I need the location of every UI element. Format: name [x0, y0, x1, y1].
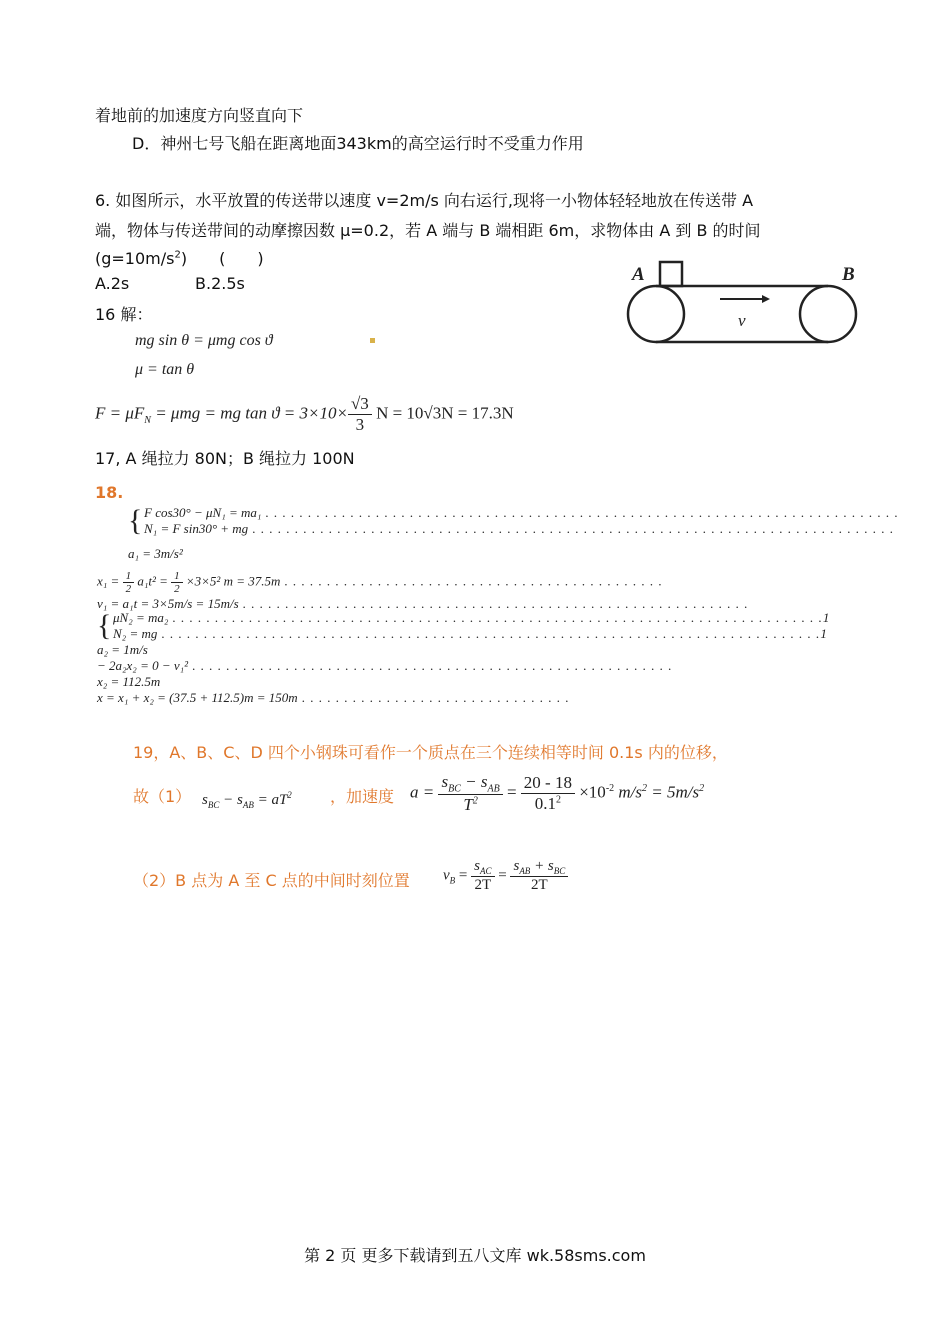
- option-b: B.2.5s: [195, 274, 245, 293]
- q19-vb-eq: $v_B$ = $\frac{s_{AC}}{2T}$ = $\frac{s_{AB} + s_{BC}}{2T}$: [443, 858, 568, 894]
- page-footer: 第 2 页 更多下载请到五八文库 wk.58sms.com: [304, 1246, 646, 1265]
- q16-title: 16 解：: [95, 305, 153, 324]
- q19-accel-label: ，加速度: [330, 787, 395, 806]
- block: [660, 262, 682, 286]
- option-a: A.2s: [95, 274, 130, 293]
- brace-icon: {: [128, 504, 143, 537]
- label-b: B: [842, 264, 855, 285]
- q17-text: 17, A 绳拉力 80N；B 绳拉力 100N: [95, 449, 355, 468]
- conveyor-belt-figure: [620, 258, 865, 350]
- q18-v1: v₁ = a₁t = 3×5m/s = 15m/s . . . . . . . . . . . . . . . . . . . . . . . . . . . . . . . . . . . . . . . . . . . . . . . . . . . . . . . . . . . .: [97, 596, 749, 611]
- q18-system2: { μN₂ = ma₂ . . . . . . . . . . . . . . . . . . . . . . . . . . . . . . . . . . . . . . . . . . . . . . . . . . . . . . . . . . . . . . . . . . . . . . . . . . . . .1 N₂ = mg . . . . . . . . . . . . . . . . . . . . . . . . . . . . . . . . . . . . . . . . . . . . . . . . . . . . . . . . . . . . . . . . . . . . . . . . . . . . . .1: [97, 609, 830, 642]
- question-6-line1: 6. 如图所示，水平放置的传送带以速度 v=2m/s 向右运行,现将一小物体轻轻地放在传送带 A: [95, 191, 754, 210]
- q18-2a2x2: − 2a₂x₂ = 0 − v₁² . . . . . . . . . . . . . . . . . . . . . . . . . . . . . . . . . . . . . . . . . . . . . . . . . . . . . . . . .: [97, 658, 673, 673]
- q19-eq1: $s_{BC} - s_{AB} = aT^2$: [202, 790, 292, 810]
- q19-line2-prefix: 故（1）: [133, 787, 192, 806]
- q19-line1: 19，A、B、C、D 四个小钢珠可看作一个质点在三个连续相等时间 0.1s 内的位移，: [133, 743, 728, 762]
- question-6-line2: 端，物体与传送带间的动摩擦因数 μ=0.2，若 A 端与 B 端相距 6m，求物体由 A 到 B 的时间: [95, 221, 761, 240]
- q18-x2: x₂ = 112.5m: [97, 674, 161, 689]
- q18-a1: a₁ = 3m/s²: [128, 546, 183, 561]
- q18-system1: { F cos30° − μN₁ = ma₁ . . . . . . . . . . . . . . . . . . . . . . . . . . . . . . . . . . . . . . . . . . . . . . . . . . . . . . . . . . . . . . . . . . . . . . . . . . . N₁ = F sin30° + mg . . . . . . . . . . . . . . . . . . . . . . . . . . . . . . . . . . . . . . . . . . . . . . . . . . . . . . . . . . . . . . . . . . . . . . . . . . . .: [128, 504, 899, 537]
- right-pulley: [800, 286, 856, 342]
- q16-eq2: μ = tan θ: [135, 361, 195, 378]
- q18-a2: a₂ = 1m/s: [97, 642, 148, 657]
- label-v: v: [738, 311, 746, 330]
- question-6-line3: $(g=10m/s^2)$ ( ): [95, 249, 264, 268]
- marker-dot: [370, 338, 375, 343]
- option-d: D．神州七号飞船在距离地面343km的高空运行时不受重力作用: [132, 134, 584, 153]
- q18-x1: x₁ = $\frac{1}{2}$ a₁t² = $\frac{1}{2}$ ×3×5² m = 37.5m . . . . . . . . . . . . . . . . . . . . . . . . . . . . . . . . . . . . . . . . . . . . .: [97, 570, 663, 595]
- arrow-head-icon: [762, 295, 770, 303]
- q18-title: 18.: [95, 483, 124, 502]
- label-a: A: [632, 264, 645, 285]
- q19-accel-eq: a = $\frac{s_{BC} - s_{AB}}{T^2}$ = $\frac{20 - 18}{0.1^2}$ $\times 10^{-2}$ $m/s^2 = 5m/s^2$: [410, 772, 705, 815]
- q16-eq3: $F = \mu F_N = \mu mg$ = mg tan ϑ = 3×10× $\frac{√3}{3}$ N = 10√3N = 17.3N: [95, 394, 514, 434]
- left-pulley: [628, 286, 684, 342]
- text-line: 着地前的加速度方向竖直向下: [95, 106, 304, 125]
- q19-line3: （2）B 点为 A 至 C 点的中间时刻位置: [133, 871, 410, 890]
- q18-x: x = x₁ + x₂ = (37.5 + 112.5)m = 150m . . . . . . . . . . . . . . . . . . . . . . . . . . . . . . . .: [97, 690, 570, 705]
- q16-eq1: mg sin θ = μmg cos ϑ: [135, 332, 273, 349]
- brace-icon: {: [97, 609, 112, 642]
